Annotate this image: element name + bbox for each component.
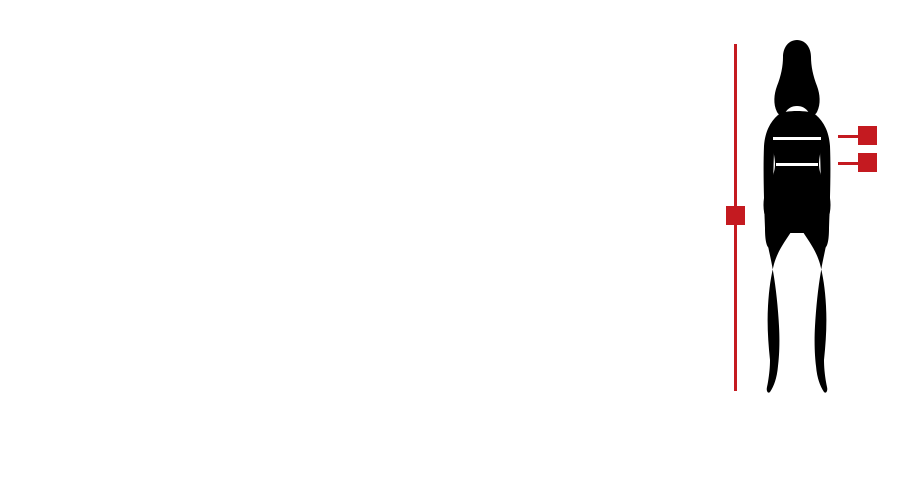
chest-tick-line [838,135,859,138]
chest-line [773,137,821,140]
page-title [14,8,32,28]
waist-tick-line [838,162,859,165]
figure-marker-c [858,153,877,172]
figure-marker-a [726,206,745,225]
figure-marker-b [858,126,877,145]
waist-line [776,163,818,166]
measurement-grid [10,266,724,369]
female-silhouette-icon [742,36,852,396]
size-conversion-grid [10,44,724,251]
figure-area [720,30,897,405]
